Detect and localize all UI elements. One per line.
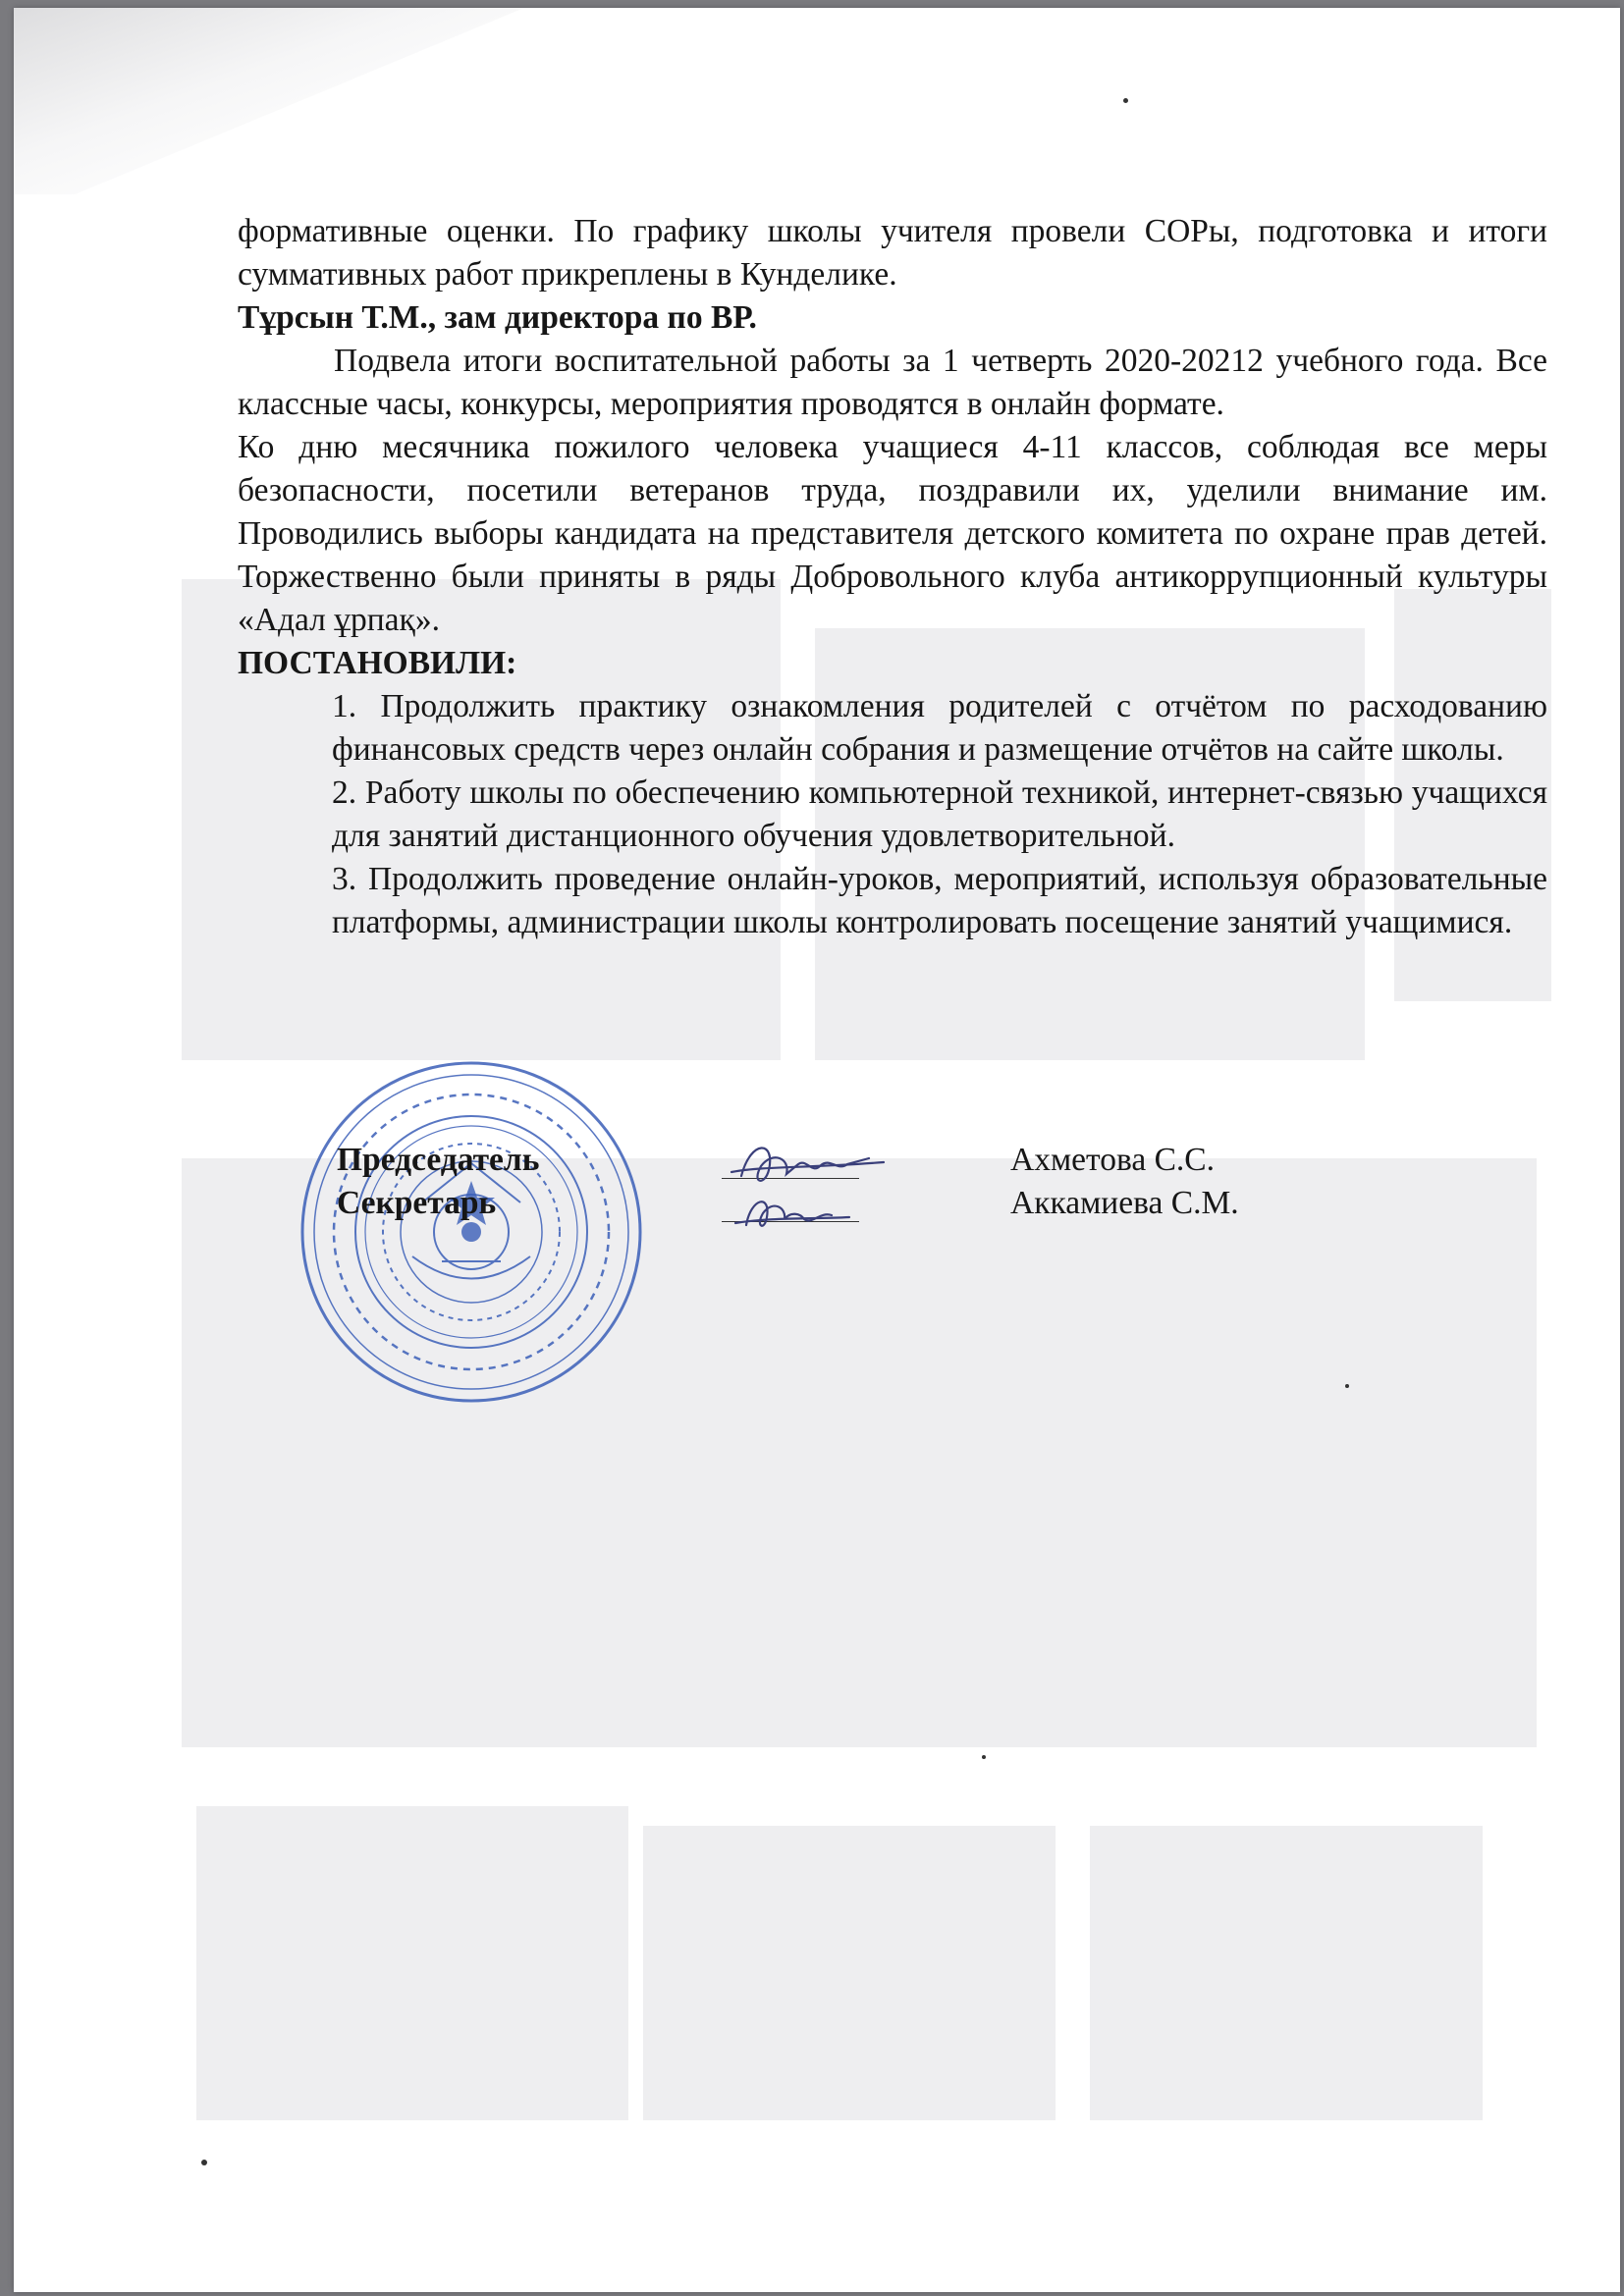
handwritten-signatures [722, 1129, 889, 1247]
resolution-list [332, 685, 1547, 944]
speaker-heading: Тұрсын Т.М., зам директора по ВР. [238, 299, 757, 336]
speck [1345, 1384, 1349, 1388]
resolution-item-2: 2. Работу школы по обеспечению компьютерной техникой, интернет-связью учащихся для занятий дистанционного обучения удовлетворительной. [332, 774, 1547, 854]
resolution-item-3: 3. Продолжить проведение онлайн-уроков, мероприятий, используя образовательные платформы, администрации школы контролировать посещение занятий учащимися. [332, 861, 1547, 940]
signature-role-secretary: Секретарь [337, 1185, 497, 1221]
resolution-item-1: 1. Продолжить практику ознакомления родителей с отчётом по расходованию финансовых средств через онлайн собрания и размещение отчётов на сайте школы. [332, 688, 1547, 768]
signature-name-chairman: Ахметова С.С. [1010, 1142, 1216, 1178]
speck [1123, 98, 1128, 103]
signature-role-chairman: Председатель [337, 1142, 540, 1178]
signature-name-secretary: Аккамиева С.М. [1010, 1185, 1239, 1221]
resolution-heading: ПОСТАНОВИЛИ: [238, 645, 517, 681]
report-paragraph-first: Подвела итоги воспитательной работы за 1 четверть 2020-20212 учебного года. Все классные часы, конкурсы, мероприятия проводятся в онлайн формате. [238, 343, 1547, 422]
paragraph-continuation: формативные оценки. По графику школы учителя провели СОРы, подготовка и итоги суммативных работ прикреплены в Кунделике. [238, 213, 1547, 293]
speck [982, 1755, 986, 1759]
speck [201, 2160, 207, 2165]
report-paragraph-rest: Ко дню месячника пожилого человека учащиеся 4-11 классов, соблюдая все меры безопасности, посетили ветеранов труда, поздравили их, уделили внимание им. Проводились выборы кандидата на представителя детского комитета по охране прав детей. Торжественно были приняты в ряды Добровольного клуба антикоррупционный культуры «Адал ұрпақ». [238, 429, 1547, 638]
document-body [238, 210, 1547, 944]
